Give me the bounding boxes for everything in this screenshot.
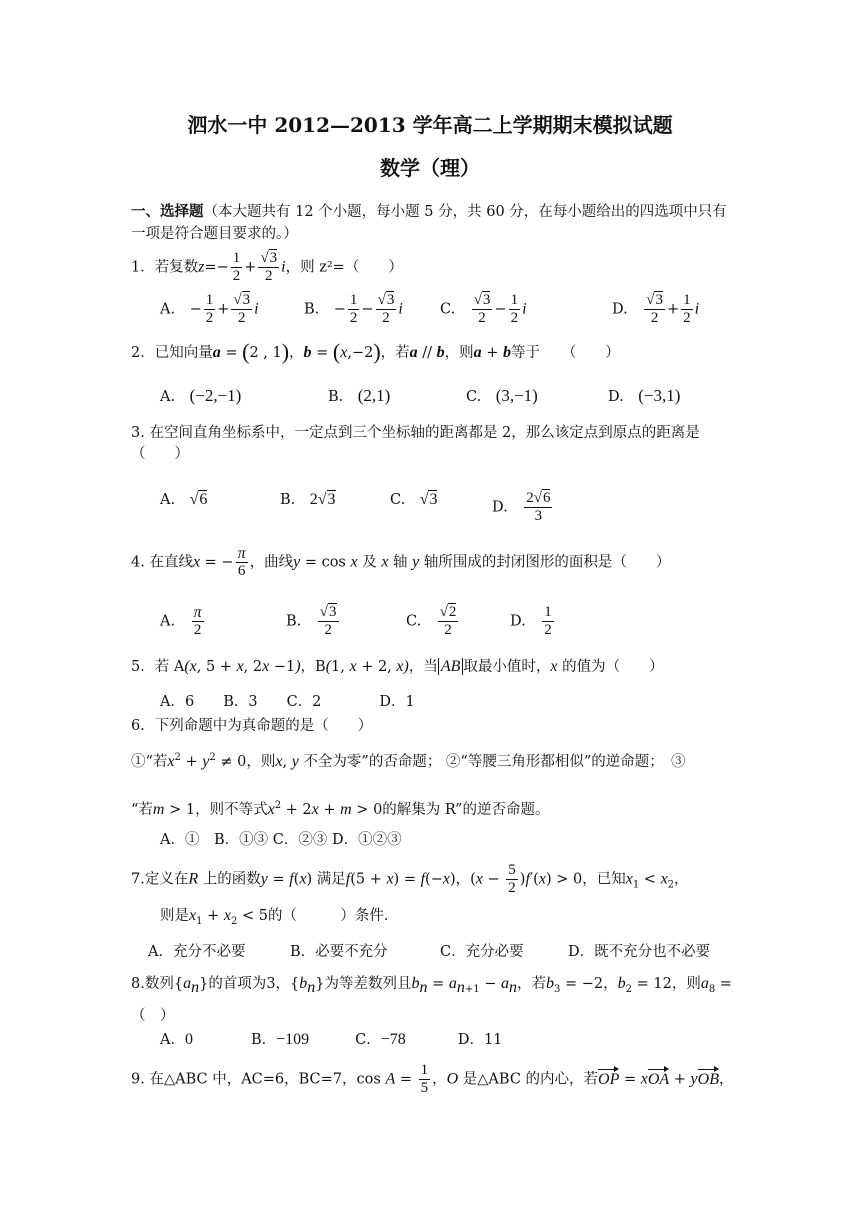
- q4-option-a: A. $\frac{\pi}{2}$: [160, 604, 202, 638]
- q7-option-a: A．充分不必要: [148, 944, 246, 960]
- question-3-cont: （ ）: [131, 446, 189, 462]
- q1-prefix: 1．若复数: [131, 259, 199, 276]
- page-subtitle: 数学（理）: [380, 156, 480, 180]
- q3-option-b: B. 2√3: [280, 491, 336, 508]
- question-8-cont: （ ）: [131, 1008, 175, 1024]
- question-5: 5．若 A(x, 5 + x, 2x −1)，B(1, x + 2, x)，当 AB 取最小值时，x 的值为（ ）: [131, 658, 664, 675]
- q3-option-c: C. √3: [390, 491, 438, 508]
- section-heading: [131, 202, 727, 222]
- q1-option-d: D. $\frac{√3}{2}$ + $\frac{1}{2}$ i: [612, 292, 700, 326]
- q4-option-c: C. $\frac{√2}{2}$: [406, 604, 457, 638]
- q5-options: A．6 B．3 C．2 D．1: [160, 694, 415, 710]
- section-instructions: （本大题共有 12 个小题，每小题 5 分，共 60 分，在每小题给出的四选项中只有: [203, 204, 727, 220]
- q2-option-c: C. (3,−1): [466, 386, 538, 405]
- question-9: 9. 在△ABC 中，AC=6，BC=7，cos A = $\frac{1}{5}$ ，O 是△ABC 的内心，若OP = xOA + yOB，: [131, 1062, 734, 1096]
- question-6: 6．下列命题中为真命题的是（ ）: [131, 718, 373, 734]
- question-8: 8.数列$\{a_n\}$的首项为3，$\{b_n\}$为等差数列且$b_n = a_{n+1} - a_n$，若$b_3 = -2$，$b_2 = 12$，则$a_8$ =: [131, 975, 732, 996]
- page-title: 泗水一中 2012—2013 学年高二上学期期末模拟试题: [187, 113, 673, 137]
- question-7: 7.定义在R 上的函数y = f(x) 满足f(5 + x) = f(−x)，(x − $\frac{5}{2}$ )f′(x) > 0，已知$x_1 < x_2$，: [131, 862, 689, 896]
- q2-option-d: D. (−3,1): [608, 386, 681, 405]
- question-2: 2．已知向量a = (2 , 1)，b = (x,−2)，若a // b，则a + b等于 （ ）: [131, 339, 620, 364]
- q7-option-c: C．充分必要: [440, 944, 524, 960]
- q6-statement-1: ①“若$x^2 + y^2 \ne 0$，则x, y 不全为零”的否命题； ②“等腰三角形都相似”的逆命题； ③: [131, 752, 686, 770]
- q4-option-d: D. $\frac{1}{2}$: [510, 604, 552, 638]
- question-1: 1．若复数z=− $\frac{1}{2}$ + $\frac{√3}{2}$ i，则 z²=（ ）: [131, 250, 403, 284]
- q7-option-b: B．必要不充分: [290, 944, 388, 960]
- q8-options: A．0 B．−109 C．−78 D．11: [160, 1031, 503, 1048]
- section-label: 一、选择题: [131, 203, 204, 220]
- q1-option-b: B. − $\frac{1}{2}$ − $\frac{√3}{2}$ i: [304, 292, 403, 326]
- q4-option-b: B. $\frac{√3}{2}$: [286, 604, 337, 638]
- q6-statement-3: “若m > 1，则不等式$x^2 + 2x + m > 0$的解集为 R”的逆否命题。: [131, 800, 550, 818]
- q3-option-a: A. √6: [160, 491, 208, 508]
- section-instructions-2: 一项是符合题目要求的。）: [131, 226, 298, 242]
- q7-option-d: D．既不充分也不必要: [568, 944, 711, 960]
- q1-suffix: ，则 z²=（ ）: [285, 259, 403, 276]
- q7-line-2: 则是$x_1 + x_2 < 5$的（ ）条件.: [160, 907, 389, 927]
- question-3: 3. 在空间直角坐标系中，一定点到三个坐标轴的距离都是 2，那么该定点到原点的距离是: [131, 425, 700, 441]
- q1-option-c: C. $\frac{√3}{2}$ − $\frac{1}{2}$ i: [440, 292, 527, 326]
- q1-option-a: A. − $\frac{1}{2}$ + $\frac{√3}{2}$ i: [160, 292, 259, 326]
- q2-option-a: A. (−2,−1): [160, 386, 242, 405]
- q6-options: A．① B．①③ C．②③ D．①②③: [160, 832, 402, 848]
- q3-option-d: D. $\frac{2√6}{3}$: [492, 490, 551, 524]
- q2-option-b: B. (2,1): [328, 386, 391, 405]
- question-4: 4. 在直线x = − $\frac{\pi}{6}$ ，曲线y = cos x 及 x 轴 y 轴所围成的封闭图形的面积是（ ）: [131, 545, 671, 579]
